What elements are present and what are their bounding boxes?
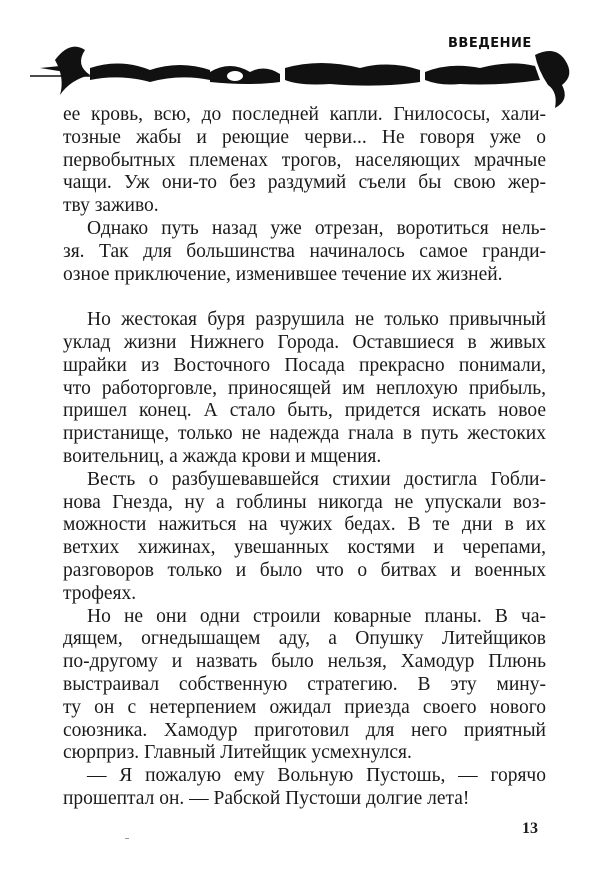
text-line: выстраивал собственную стратегию. В эту мину- bbox=[63, 673, 546, 695]
text-line: сюрприз. Главный Литейщик усмехнулся. bbox=[63, 742, 412, 764]
text-line: тву заживо. bbox=[63, 195, 159, 217]
text-line: шрайки из Восточного Посада прекрасно понимали, bbox=[63, 354, 546, 376]
text-line: ту он с нетерпением ожидал приезда своего нового bbox=[63, 696, 546, 718]
text-line: уклад жизни Нижнего Города. Оставшиеся в живых bbox=[63, 331, 546, 353]
text-line: пришел конец. А стало быть, придется искать новое bbox=[63, 400, 546, 422]
text-line: можности нажиться на чужих бедах. В те дни в их bbox=[63, 514, 546, 536]
text-line: Весть о разбушевавшейся стихии достигла Гобли- bbox=[87, 468, 546, 490]
text-line: разговоров только и было что о битвах и военных bbox=[63, 559, 546, 581]
text-line: озное приключение, изменившее течение их жизней. bbox=[63, 263, 503, 285]
text-line: Но не они одни строили коварные планы. В ча- bbox=[87, 605, 546, 627]
text-line: Но жестокая буря разрушила не только привычный bbox=[87, 309, 546, 331]
running-head: ВВЕДЕНИЕ bbox=[448, 36, 532, 51]
text-line: прошептал он. — Рабской Пустоши долгие лета! bbox=[63, 787, 470, 809]
text-line: зя. Так для большинства начиналось самое гранди- bbox=[63, 240, 546, 262]
text-line: ветхих хижинах, увешанных костями и черепами, bbox=[63, 537, 546, 559]
text-line: нова Гнезда, ну а гоблины никогда не упускали воз- bbox=[63, 491, 546, 513]
text-line: по-другому и назвать было нельзя, Хамодур Плюнь bbox=[63, 651, 546, 673]
text-line: ее кровь, всю, до последней капли. Гнилососы, хали- bbox=[63, 104, 546, 125]
text-line: — Я пожалую ему Вольную Пустошь, — горячо bbox=[87, 765, 546, 787]
text-line: чащи. Уж они-то без раздумий съели бы свою жер- bbox=[63, 172, 546, 194]
text-line: первобытных племенах трогов, населяющих мрачные bbox=[63, 149, 546, 171]
page-number: 13 bbox=[522, 820, 538, 837]
text-line: трофеях. bbox=[63, 582, 137, 604]
body-text bbox=[63, 104, 546, 811]
paragraph-gap bbox=[63, 286, 546, 309]
text-line: что работорговле, приносящей им неплохую прибыль, bbox=[63, 377, 546, 399]
text-line: дящем, огнедышащем аду, а Опушку Литейщиков bbox=[63, 628, 546, 650]
scan-speck bbox=[125, 838, 129, 839]
text-line: союзника. Хамодур приготовил для него приятный bbox=[63, 719, 546, 741]
text-line: Однако путь назад уже отрезан, воротиться нель- bbox=[87, 217, 546, 239]
text-line: воительниц, а жажда крови и мщения. bbox=[63, 445, 382, 467]
text-line: пристанище, только не надежда гнала в путь жестоких bbox=[63, 423, 546, 445]
text-line: тозные жабы и реющие черви... Не говоря уже о bbox=[63, 126, 546, 148]
